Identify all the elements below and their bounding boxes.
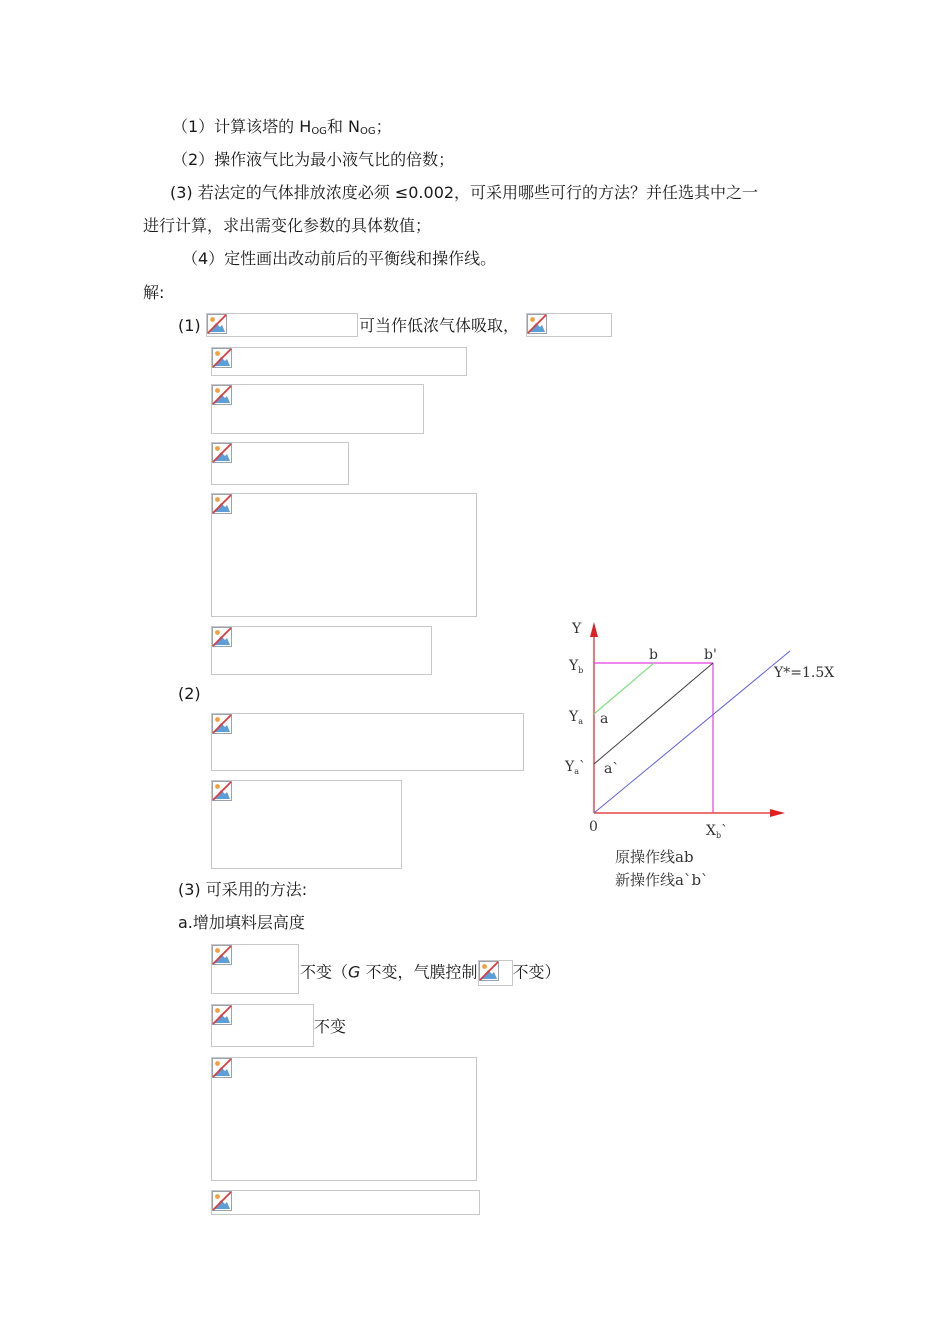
part-3-label: (3) 可采用的方法: [178,880,308,899]
part-2-label: (2) [178,684,201,703]
old-operating-line [594,663,654,714]
broken-image-icon [212,494,232,514]
method-a: a.增加填料层高度 [178,913,305,932]
question-3-line-1: (3) 若法定的气体排放浓度必须 ≤0.002，可采用哪些可行的方法？并任选其中之一 [170,183,759,202]
formula-image [211,944,299,994]
broken-image-icon [212,385,232,405]
formula-image [211,713,524,771]
x-axis-arrow [770,809,785,817]
broken-image-icon [212,627,232,647]
legend-new-line: 新操作线a`b` [615,871,709,889]
question-1: （1）计算该塔的 $H_{OG}$和 $N_{OG}$； [172,117,392,137]
y-axis-label: Y [572,621,582,637]
y-axis-arrow [590,622,598,637]
point-a-label: a [600,711,609,727]
formula-image [211,1190,480,1215]
equilibrium-line [594,651,790,813]
broken-image-icon [212,714,232,734]
formula-image [526,313,612,337]
broken-image-icon [212,781,232,801]
operating-line-diagram [555,615,855,895]
broken-image-icon [479,961,499,981]
ya-label: $Y_a$ [569,709,584,726]
question-2: （2）操作液气比为最小液气比的倍数； [172,150,455,169]
question-4: （4）定性画出改动前后的平衡线和操作线。 [182,249,497,268]
formula-image [211,1004,314,1047]
formula-image [211,1057,477,1181]
point-a-prime-label: a` [604,761,620,777]
broken-image-icon [212,1058,232,1078]
broken-image-icon [212,443,232,463]
xb-label: $X_b`$ [706,823,729,840]
broken-image-icon [212,945,232,965]
formula-image [211,780,402,869]
unchanged-note-2: 不变 [314,1017,347,1036]
formula-image [211,626,432,675]
formula-image [206,313,358,337]
ya-prime-label: $Y_a`$ [565,759,587,776]
equilibrium-label: Y*=1.5X [774,665,835,681]
broken-image-icon [527,314,547,334]
part-1-text: 可当作低浓气体吸取， [359,316,520,335]
solution-label: 解: [143,283,165,302]
legend-old-line: 原操作线ab [615,848,694,866]
part-1-label: (1) [178,316,201,335]
broken-image-icon [212,1191,232,1211]
formula-image [211,493,477,617]
broken-image-icon [212,1005,232,1025]
point-b-prime-label: b' [704,647,717,663]
broken-image-icon [207,314,227,334]
question-3-line-2: 进行计算，求出需变化参数的具体数值； [143,216,432,235]
formula-image [478,960,513,986]
origin-label: 0 [589,819,598,835]
formula-image [211,347,467,376]
new-operating-line [594,663,713,764]
yb-label: $Y_b$ [569,658,584,675]
formula-image [211,384,424,434]
point-b-label: b [649,647,658,663]
broken-image-icon [212,348,232,368]
unchanged-note-1: 不变（G 不变，气膜控制 不变） [300,960,561,986]
formula-image [211,442,349,485]
